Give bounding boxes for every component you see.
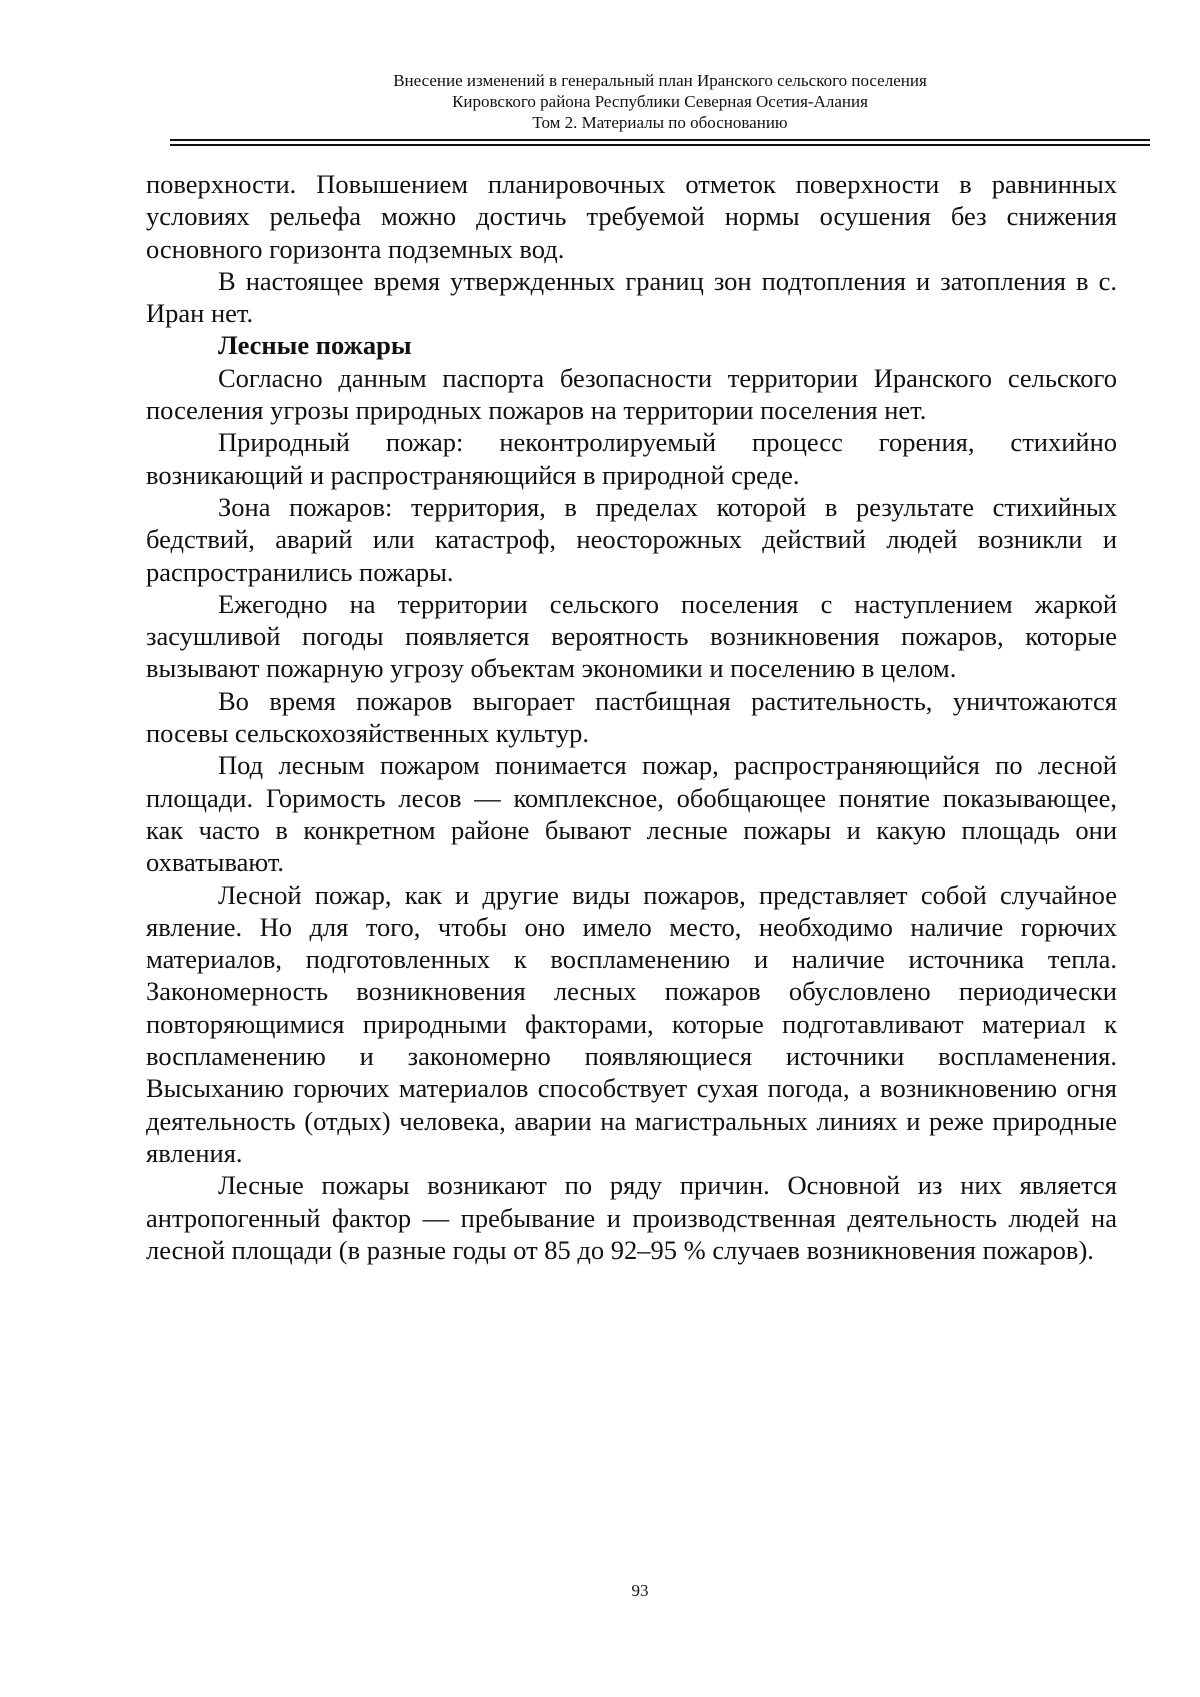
header-title-line-3: Том 2. Материалы по обоснованию xyxy=(532,113,788,132)
paragraph-fire-zone-definition: Зона пожаров: территория, в пределах которой в результате стихийных бедствий, аварий или катастроф, неосторожных действий людей возникли и распространились пожары. xyxy=(146,491,1117,587)
paragraph-flood-zones: В настоящее время утвержденных границ зон подтопления и затопления в с. Иран нет. xyxy=(146,265,1117,329)
paragraph-fire-causes: Лесные пожары возникают по ряду причин. Основной из них является антропогенный фактор — пребывание и производственная деятельность людей на лесной площади (в разные годы от 85 до 92–95 % случаев возникновения пожаров). xyxy=(146,1170,1117,1265)
paragraph-annual-fire-risk: Ежегодно на территории сельского поселения с наступлением жаркой засушливой погоды появляется вероятность возникновения пожаров, которые вызывают пожарную угрозу объектам экономики и поселению в целом. xyxy=(146,588,1117,684)
header-title-line-1: Внесение изменений в генеральный план Иранского сельского поселения xyxy=(393,71,927,90)
page-header xyxy=(170,70,1150,133)
paragraph-safety-passport: Согласно данным паспорта безопасности территории Иранского сельского поселения угрозы природных пожаров на территории поселения нет. xyxy=(146,362,1117,426)
paragraph-pasture-burning: Во время пожаров выгорает пастбищная растительность, уничтожаются посевы сельскохозяйственных культур. xyxy=(146,685,1117,749)
paragraph-continuation: поверхности. Повышением планировочных отметок поверхности в равнинных условиях рельефа можно достичь требуемой нормы осушения без снижения основного горизонта подземных вод. xyxy=(146,169,1117,264)
section-heading-forest-fires: Лесные пожары xyxy=(218,330,412,361)
paragraph-forest-fire-definition: Под лесным пожаром понимается пожар, распространяющийся по лесной площади. Горимость лесов — комплексное, обобщающее понятие показывающее, как часто в конкретном районе бывают лесные пожары и какую площадь они охватывают. xyxy=(146,750,1117,878)
paragraph-natural-fire-definition: Природный пожар: неконтролируемый процесс горения, стихийно возникающий и распространяющийся в природной среде. xyxy=(146,427,1117,490)
document-body xyxy=(146,168,1117,1266)
header-double-rule xyxy=(170,139,1150,146)
page-number: 93 xyxy=(631,1581,649,1600)
paragraph-fire-conditions: Лесной пожар, как и другие виды пожаров, представляет собой случайное явление. Но для того, чтобы оно имело место, необходимо наличие горючих материалов, подготовленных к воспламенению и наличие источника тепла. Закономерность возникновения лесных пожаров обусловлено периодически повторяющимися природными факторами, которые подготавливают материал к воспламенению и закономерно появляющиеся источники воспламенения. Высыханию горючих материалов способствует сухая погода, а возникновению огня деятельность (отдых) человека, аварии на магистральных линиях и реже природные явления. xyxy=(146,879,1117,1168)
header-title-line-2: Кировского района Республики Северная Осетия-Алания xyxy=(452,92,868,111)
